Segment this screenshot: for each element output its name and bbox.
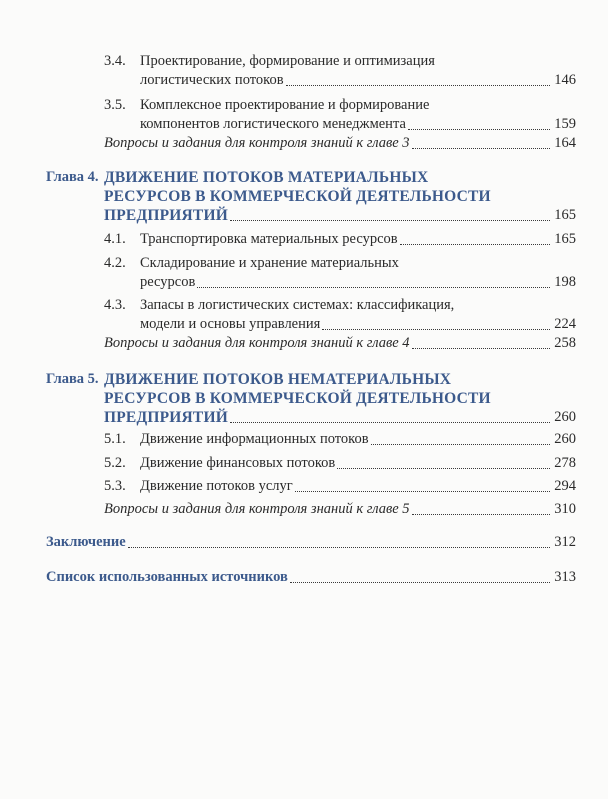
toc-entry-4-1[interactable] — [104, 230, 576, 249]
section-number: 4.2. — [104, 255, 126, 271]
conclusion-title: Заключение — [46, 534, 126, 550]
dot-leader — [230, 220, 550, 221]
page-number: 278 — [554, 455, 576, 471]
section-number: 4.3. — [104, 297, 126, 313]
section-title-line: Транспортировка материальных ресурсов — [140, 231, 398, 247]
page-number: 310 — [554, 501, 576, 517]
page-number: 146 — [554, 72, 576, 88]
chapter-title-line: ДВИЖЕНИЕ ПОТОКОВ НЕМАТЕРИАЛЬНЫХ — [104, 371, 452, 388]
toc-entry-5-3[interactable] — [104, 477, 576, 496]
section-title-line: Проектирование, формирование и оптимизация — [140, 53, 435, 69]
toc-chapter-4[interactable] — [46, 168, 576, 225]
dot-leader — [412, 514, 551, 515]
chapter-title-line: ДВИЖЕНИЕ ПОТОКОВ МАТЕРИАЛЬНЫХ — [104, 169, 429, 186]
section-number: 3.5. — [104, 97, 126, 113]
section-title-line: Движение информационных потоков — [140, 431, 369, 447]
page-number: 260 — [554, 409, 576, 425]
section-title-line: Комплексное проектирование и формирование — [140, 97, 430, 113]
section-number: 5.1. — [104, 431, 126, 447]
toc-entry-3-5[interactable] — [104, 96, 576, 134]
questions-title: Вопросы и задания для контроля знаний к главе 4 — [104, 335, 410, 351]
dot-leader — [197, 287, 550, 288]
dot-leader — [412, 148, 551, 149]
toc-entry-5-1[interactable] — [104, 430, 576, 449]
page-number: 165 — [554, 207, 576, 223]
chapter-title-line: РЕСУРСОВ В КОММЕРЧЕСКОЙ ДЕЯТЕЛЬНОСТИ — [104, 188, 491, 205]
section-title-line: компонентов логистического менеджмента — [140, 116, 406, 132]
dot-leader — [286, 85, 551, 86]
dot-leader — [408, 129, 550, 130]
dot-leader — [295, 491, 551, 492]
page-number: 198 — [554, 274, 576, 290]
toc-entry-questions-5[interactable] — [104, 500, 576, 519]
section-number: 4.1. — [104, 231, 126, 247]
page-number: 164 — [554, 135, 576, 151]
section-number: 3.4. — [104, 53, 126, 69]
toc-entry-questions-4[interactable] — [104, 334, 576, 353]
chapter-title-line: ПРЕДПРИЯТИЙ — [104, 409, 228, 426]
dot-leader — [337, 468, 550, 469]
page-number: 260 — [554, 431, 576, 447]
chapter-label: Глава 4. — [46, 169, 99, 185]
section-title-line: Движение потоков услуг — [140, 478, 293, 494]
page-number: 258 — [554, 335, 576, 351]
section-title-line: логистических потоков — [140, 72, 284, 88]
toc-entry-3-4[interactable] — [104, 52, 576, 90]
section-title-line: ресурсов — [140, 274, 196, 290]
page-number: 165 — [554, 231, 576, 247]
page-number: 224 — [554, 316, 576, 332]
questions-title: Вопросы и задания для контроля знаний к главе 5 — [104, 501, 410, 517]
questions-title: Вопросы и задания для контроля знаний к главе 3 — [104, 135, 410, 151]
page-number: 313 — [554, 569, 576, 585]
dot-leader — [322, 329, 550, 330]
section-number: 5.3. — [104, 478, 126, 494]
section-title-line: Складирование и хранение материальных — [140, 255, 399, 271]
chapter-title-line: РЕСУРСОВ В КОММЕРЧЕСКОЙ ДЕЯТЕЛЬНОСТИ — [104, 390, 491, 407]
toc-entry-questions-3[interactable] — [104, 134, 576, 153]
toc-entry-5-2[interactable] — [104, 454, 576, 473]
toc-entry-sources[interactable] — [46, 568, 576, 587]
section-number: 5.2. — [104, 455, 126, 471]
toc-chapter-5[interactable] — [46, 370, 576, 427]
dot-leader — [290, 582, 550, 583]
chapter-label: Глава 5. — [46, 371, 99, 387]
dot-leader — [230, 422, 550, 423]
toc-entry-4-3[interactable] — [104, 296, 576, 334]
section-title-line: Запасы в логистических системах: классификация, — [140, 297, 455, 313]
sources-title: Список использованных источников — [46, 569, 288, 585]
dot-leader — [128, 547, 551, 548]
dot-leader — [412, 348, 551, 349]
page-number: 159 — [554, 116, 576, 132]
dot-leader — [400, 244, 551, 245]
page-number: 294 — [554, 478, 576, 494]
dot-leader — [371, 444, 551, 445]
page-number: 312 — [554, 534, 576, 550]
chapter-title-line: ПРЕДПРИЯТИЙ — [104, 207, 228, 224]
section-title-line: модели и основы управления — [140, 316, 321, 332]
toc-entry-conclusion[interactable] — [46, 533, 576, 552]
section-title-line: Движение финансовых потоков — [140, 455, 336, 471]
toc-entry-4-2[interactable] — [104, 254, 576, 292]
